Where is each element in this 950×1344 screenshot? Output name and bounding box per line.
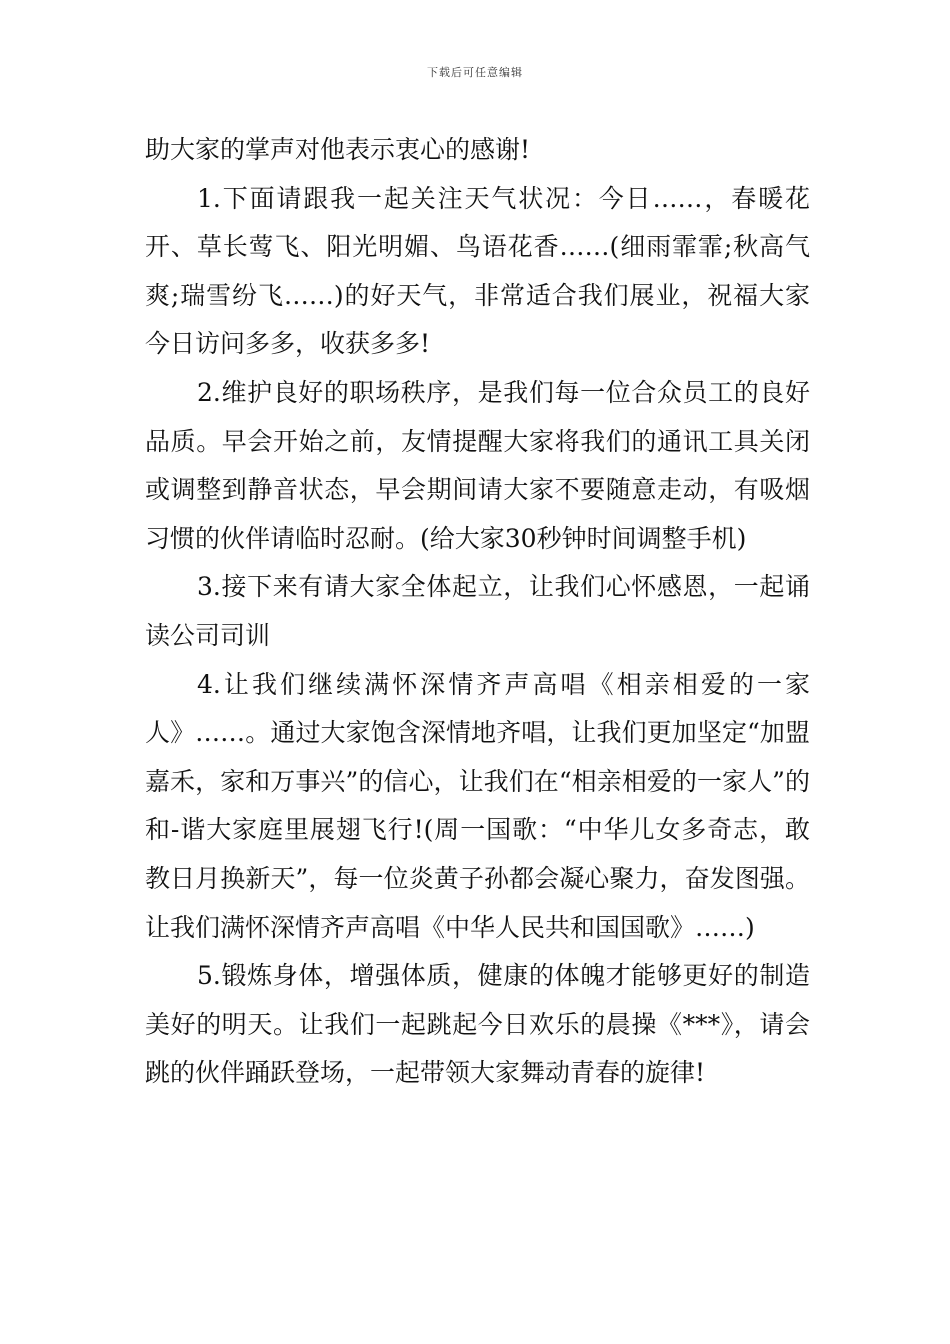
paragraph-continuation: 助大家的掌声对他表示衷心的感谢! xyxy=(145,135,531,164)
paragraph-item-2-order: 2.维护良好的职场秩序，是我们每一位合众员工的良好品质。早会开始之前，友情提醒大家将我们的通讯工具关闭或调整到静音状态，早会期间请大家不要随意走动，有吸烟习惯的伙伴请临时忍耐。(给大家30秒钟时间调整手机) xyxy=(145,377,810,553)
document-body xyxy=(145,126,810,1098)
page-header-note: 下载后可任意编辑 xyxy=(427,66,523,79)
paragraph-item-3-motto: 3.接下来有请大家全体起立，让我们心怀感恩，一起诵读公司司训 xyxy=(145,572,810,650)
paragraph-item-1-weather: 1.下面请跟我一起关注天气状况：今日……，春暖花开、草长莺飞、阳光明媚、鸟语花香……(细雨霏霏;秋高气爽;瑞雪纷飞……)的好天气，非常适合我们展业，祝福大家今日访问多多，收获多多! xyxy=(145,183,810,359)
paragraph-item-5-exercise: 5.锻炼身体，增强体质，健康的体魄才能够更好的制造美好的明天。让我们一起跳起今日欢乐的晨操《***》，请会跳的伙伴踊跃登场，一起带领大家舞动青春的旋律! xyxy=(145,961,810,1088)
paragraph-item-4-song: 4.让我们继续满怀深情齐声高唱《相亲相爱的一家人》……。通过大家饱含深情地齐唱，让我们更加坚定“加盟嘉禾，家和万事兴”的信心，让我们在“相亲相爱的一家人”的和-谐大家庭里展翅飞行!(周一国歌：“中华儿女多奇志，敢教日月换新天”，每一位炎黄子孙都会凝心聚力，奋发图强。让我们满怀深情齐声高唱《中华人民共和国国歌》……) xyxy=(145,669,810,942)
